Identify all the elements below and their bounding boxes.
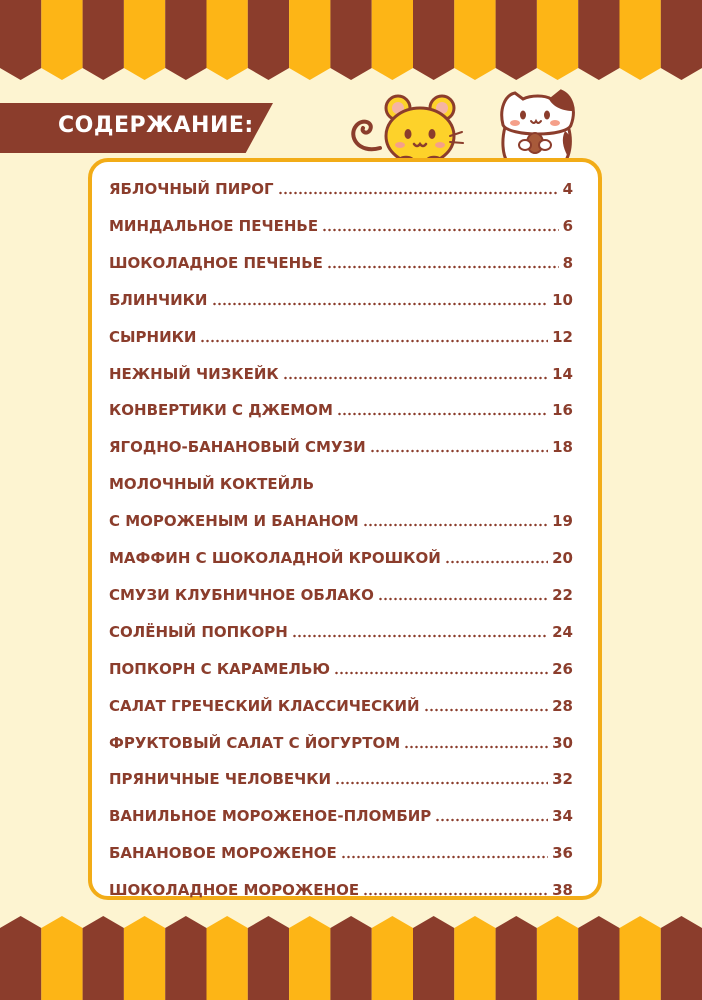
toc-entry [109, 877, 573, 899]
toc-entry-page: 38 [552, 881, 573, 900]
toc-leader-dots [292, 634, 548, 638]
toc-entry-page: 36 [552, 844, 573, 863]
stripe [165, 0, 206, 80]
stripe [413, 0, 454, 80]
stripe [661, 0, 702, 80]
toc-entry [109, 619, 573, 641]
toc-entry-title: БЛИНЧИКИ [109, 290, 208, 309]
toc-entry [109, 840, 573, 862]
page-title: СОДЕРЖАНИЕ: [58, 113, 254, 138]
toc-entry [109, 656, 573, 678]
toc-entry-page: 14 [552, 364, 573, 383]
toc-leader-dots [370, 449, 548, 453]
toc-leader-dots [424, 708, 549, 712]
toc-leader-dots [283, 376, 548, 380]
stripe [124, 0, 165, 80]
stripe [537, 0, 578, 80]
toc-entry-title: МАФФИН С ШОКОЛАДНОЙ КРОШКОЙ [109, 549, 441, 567]
stripe [661, 916, 702, 1000]
stripe [248, 916, 289, 1000]
toc-entry [109, 287, 573, 309]
stripe [496, 0, 537, 80]
stripe [289, 0, 330, 80]
toc-entry-page: 24 [552, 622, 573, 641]
toc-entry [109, 361, 573, 383]
toc-leader-dots [445, 560, 548, 564]
stripe [330, 916, 371, 1000]
toc-entry-title: ПРЯНИЧНЫЕ ЧЕЛОВЕЧКИ [109, 770, 332, 789]
toc-entry-page: 22 [552, 585, 573, 604]
toc-entry [109, 508, 573, 530]
toc-leader-dots [334, 671, 548, 675]
toc-entry-page: 32 [552, 770, 573, 789]
toc-entry [109, 324, 573, 346]
toc-entry [109, 582, 573, 604]
toc-leader-dots [327, 265, 559, 269]
toc-entry-page: 6 [562, 216, 573, 235]
stripe [330, 0, 371, 80]
toc-entry-page: 16 [552, 401, 573, 420]
stripe [83, 0, 124, 80]
toc-entry-title: ШОКОЛАДНОЕ ПЕЧЕНЬЕ [109, 253, 323, 272]
toc-leader-dots [363, 523, 548, 527]
stripe [496, 916, 537, 1000]
stripe [207, 916, 248, 1000]
stripe [537, 916, 578, 1000]
stripe [124, 916, 165, 1000]
toc-leader-dots [337, 412, 548, 416]
stripe [289, 916, 330, 1000]
toc-entry [109, 545, 573, 567]
toc-entry-page: 4 [562, 180, 573, 198]
toc-entry-title: НЕЖНЫЙ ЧИЗКЕЙК [109, 364, 279, 383]
toc-leader-dots [341, 855, 548, 859]
toc-entry-title: СМУЗИ КЛУБНИЧНОЕ ОБЛАКО [109, 585, 374, 604]
toc-entry-page: 8 [562, 253, 573, 272]
toc-entry-page: 26 [552, 659, 573, 678]
toc-entry-title: КОНВЕРТИКИ С ДЖЕМОМ [109, 401, 333, 420]
toc-entry-title: СЫРНИКИ [109, 327, 197, 346]
toc-entry [109, 766, 573, 788]
stripe [165, 916, 206, 1000]
top-stripe-border [0, 0, 702, 80]
toc-entry-title: ФРУКТОВЫЙ САЛАТ С ЙОГУРТОМ [109, 733, 401, 752]
toc-entry-page: 30 [552, 733, 573, 752]
stripe [248, 0, 289, 80]
toc-leader-dots [363, 892, 548, 896]
toc-entry-title: МОЛОЧНЫЙ КОКТЕЙЛЬ [109, 475, 315, 494]
stripe [413, 916, 454, 1000]
stripe [578, 0, 619, 80]
toc-leader-dots [435, 818, 548, 822]
toc-leader-dots [378, 597, 548, 601]
toc-entry-title: МИНДАЛЬНОЕ ПЕЧЕНЬЕ [109, 216, 319, 235]
toc-entry-title: ЯГОДНО-БАНАНОВЫЙ СМУЗИ [109, 438, 366, 457]
toc-entry-page: 28 [552, 696, 573, 715]
toc-entry [109, 213, 573, 235]
toc-entry-title: С МОРОЖЕНЫМ И БАНАНОМ [109, 512, 359, 531]
toc-entry-page: 20 [552, 549, 573, 567]
toc-entry-title: ПОПКОРН С КАРАМЕЛЬЮ [109, 659, 331, 678]
toc-entry-title: ВАНИЛЬНОЕ МОРОЖЕНОЕ-ПЛОМБИР [109, 807, 432, 826]
toc-entry [109, 730, 573, 752]
toc-leader-dots [212, 302, 549, 306]
toc-entry [109, 176, 573, 198]
stripe [372, 916, 413, 1000]
toc-entry-title: САЛАТ ГРЕЧЕСКИЙ КЛАССИЧЕСКИЙ [109, 696, 420, 715]
toc-entry-page: 12 [552, 327, 573, 346]
toc-leader-dots [335, 781, 548, 785]
toc-entry [109, 471, 573, 493]
toc-entry [109, 803, 573, 825]
stripe [620, 0, 661, 80]
stripe [41, 916, 82, 1000]
stripe [0, 916, 41, 1000]
stripe [620, 916, 661, 1000]
toc-leader-dots [404, 745, 548, 749]
toc-entry [109, 397, 573, 419]
toc-entry-page: 34 [552, 807, 573, 826]
toc-entry-page: 10 [552, 290, 573, 309]
toc-entry-page: 19 [552, 512, 573, 531]
toc-entry-title: СОЛЁНЫЙ ПОПКОРН [109, 622, 288, 641]
stripe [83, 916, 124, 1000]
toc-entry-title: БАНАНОВОЕ МОРОЖЕНОЕ [109, 844, 337, 863]
toc-entry-title: ШОКОЛАДНОЕ МОРОЖЕНОЕ [109, 881, 360, 900]
stripe [578, 916, 619, 1000]
toc-entry [109, 250, 573, 272]
stripe [372, 0, 413, 80]
toc-entry [109, 693, 573, 715]
stripe [454, 0, 495, 80]
stripe [41, 0, 82, 80]
stripe [454, 916, 495, 1000]
toc-entry [109, 434, 573, 456]
toc-entry-page: 18 [552, 438, 573, 457]
toc-leader-dots [278, 191, 559, 195]
toc-leader-dots [322, 228, 558, 232]
stripe [0, 0, 41, 80]
stripe [207, 0, 248, 80]
bottom-stripe-border [0, 916, 702, 1000]
toc-entry-title: ЯБЛОЧНЫЙ ПИРОГ [109, 180, 274, 198]
toc-leader-dots [200, 339, 548, 343]
